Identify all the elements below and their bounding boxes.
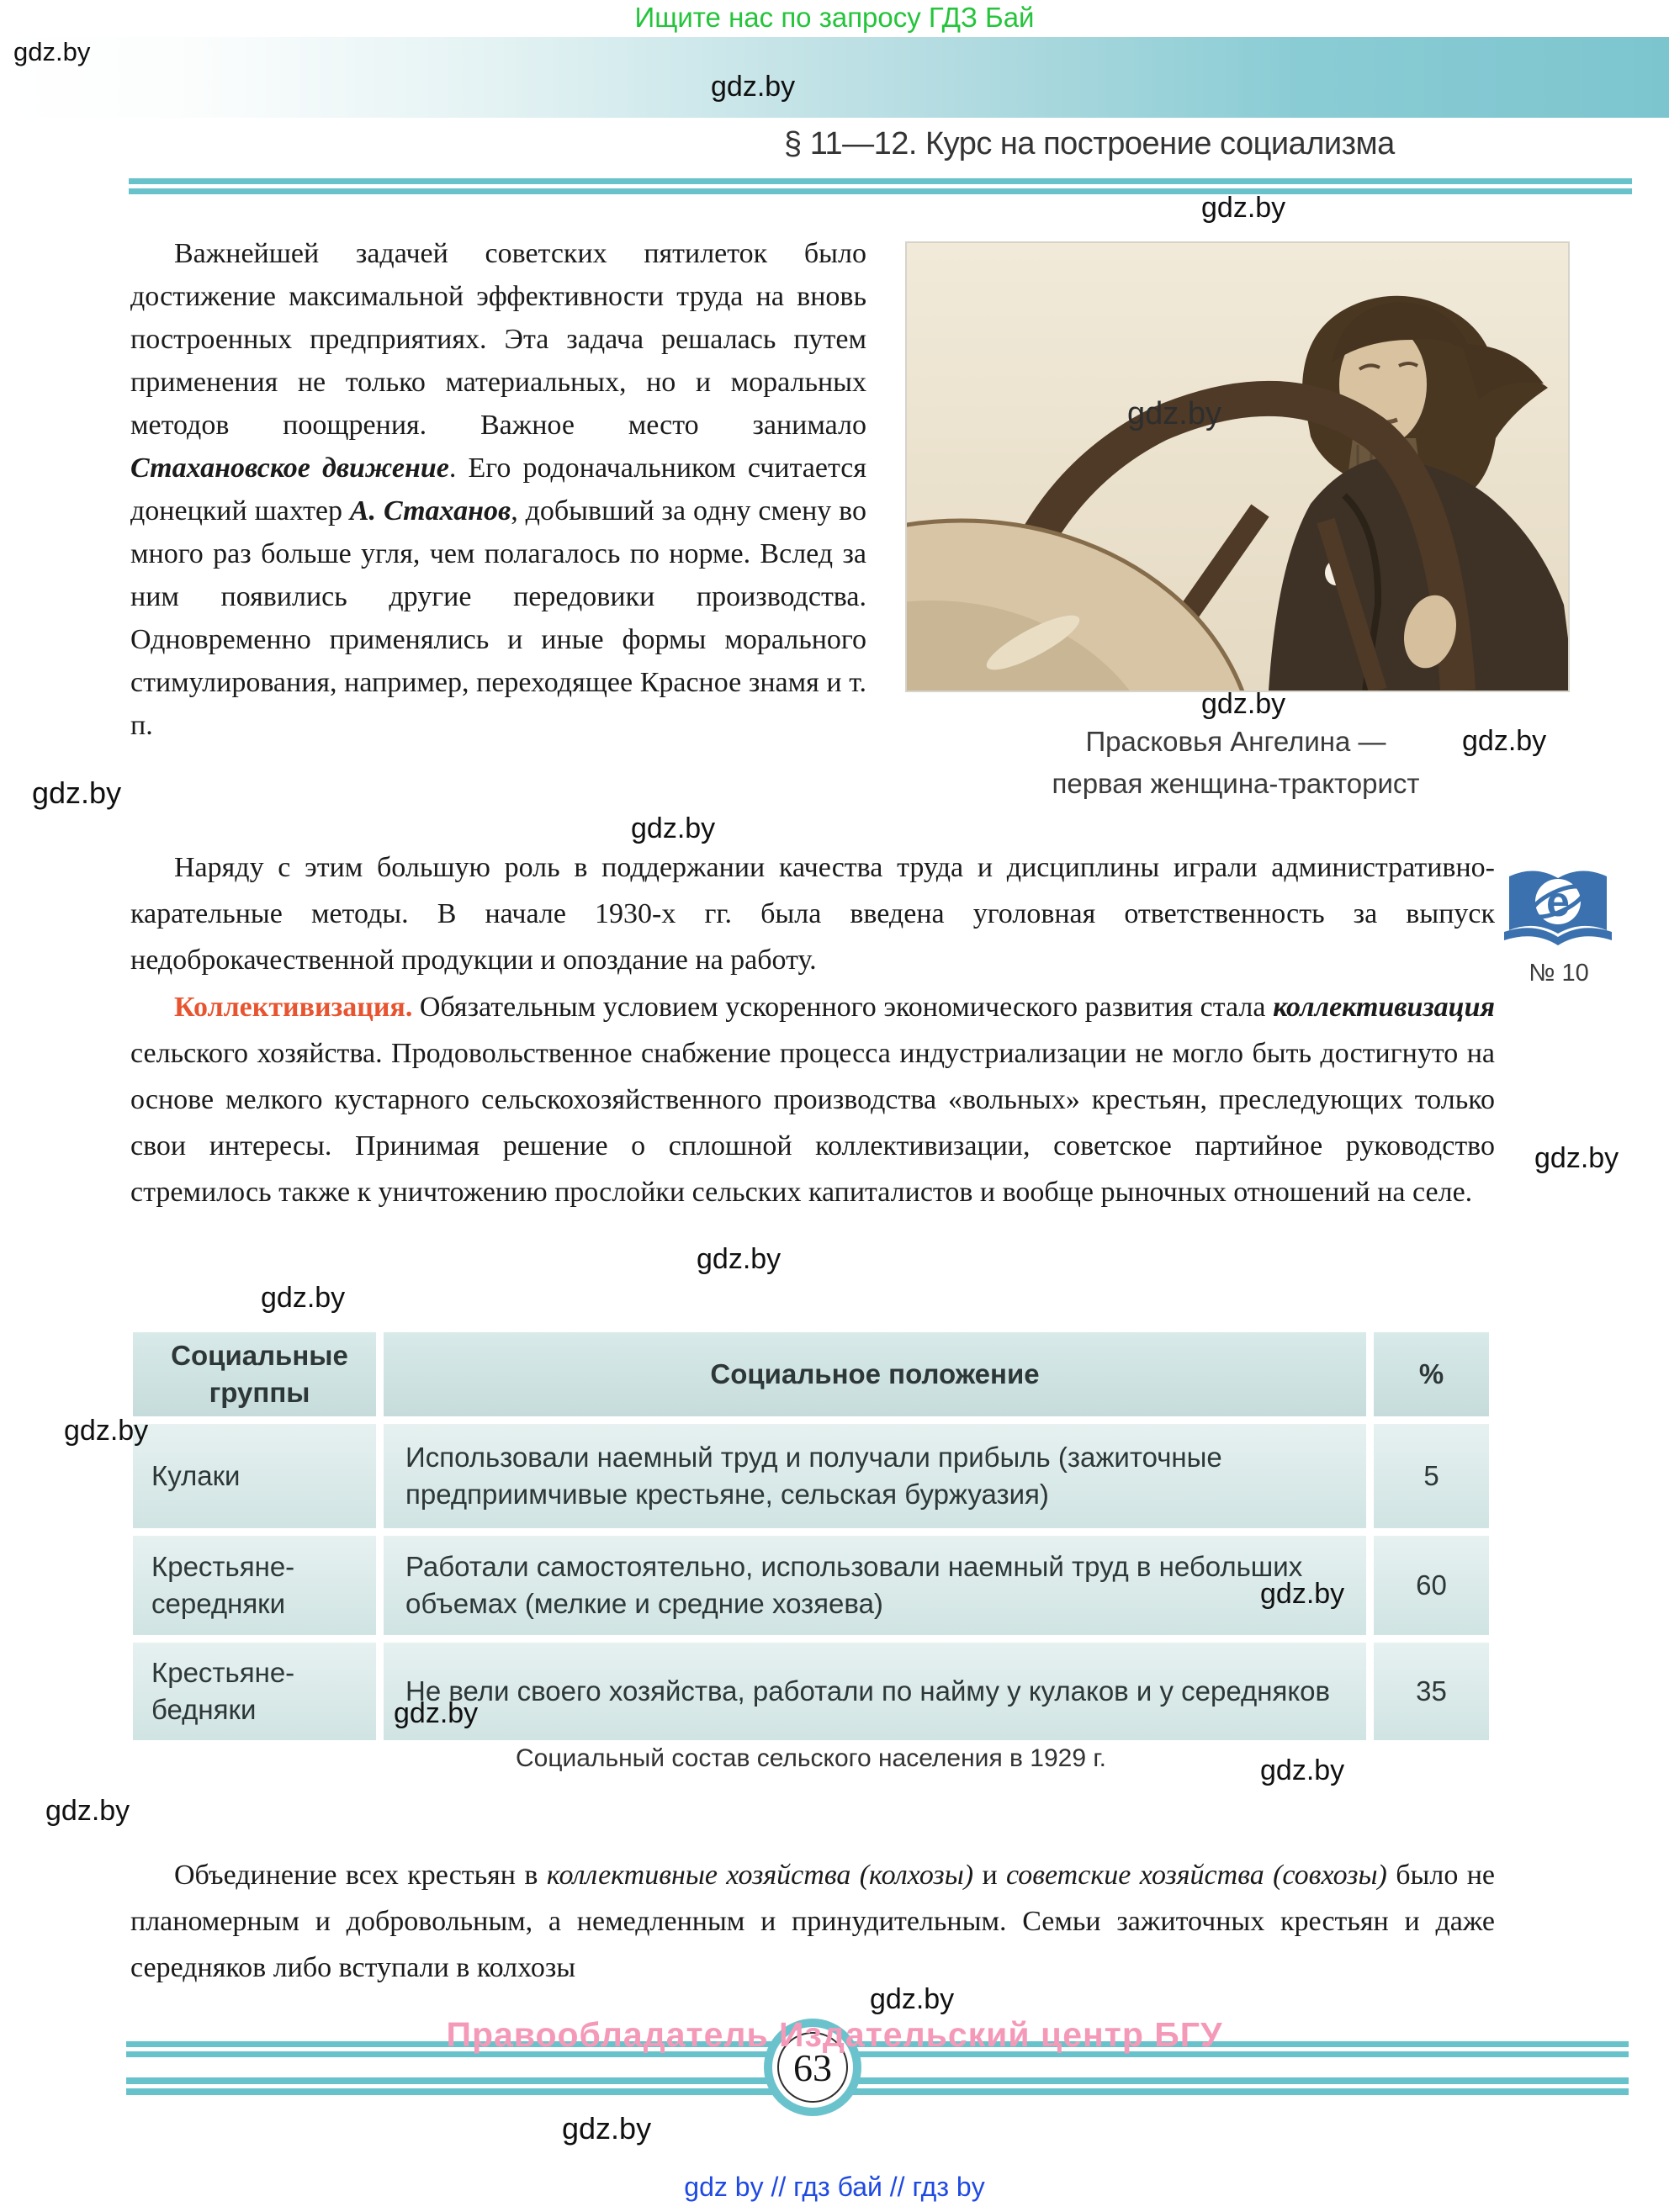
table-cell-percent: 60 bbox=[1374, 1536, 1489, 1635]
paragraph-collectivization bbox=[130, 984, 1495, 1215]
text-run: и bbox=[973, 1860, 1007, 1891]
book-ie-icon bbox=[1502, 865, 1615, 949]
term-stakhanov-movement: Стахановское движение bbox=[130, 452, 449, 484]
gdz-watermark: gdz.by bbox=[1201, 688, 1286, 720]
footer-divider-line bbox=[126, 2088, 1629, 2095]
table-header-groups: Социальные группы bbox=[133, 1332, 376, 1416]
text-run: сельского хозяйства. Продовольственное снабжение процесса индустриализации не могло быть достигнуто на основе мелкого кустарного сельскохозяйственного производства «вольных» крестьян, преследующих только свои интересы. Принимая решение о сплошной коллективизации, советское партийное руководство стремилось также к уничтожению прослойки сельских капиталистов и вообще рыночных отношений на селе. bbox=[130, 1038, 1495, 1208]
photo-caption-line: Прасковья Ангелина — bbox=[1085, 726, 1386, 757]
text-run: , добывший за одну смену во много раз больше угля, чем полагалось по норме. Вслед за ним появились другие передовики производства. Одновременно применялись и иные формы морального стимулирования, например, переходящее Красное знамя и т. п. bbox=[130, 495, 866, 741]
gdz-watermark: gdz.by bbox=[631, 812, 716, 844]
term-stakhanov: А. Стаханов bbox=[349, 495, 511, 527]
table-cell-description: Использовали наемный труд и получали прибыль (зажиточные предприимчивые крестьяне, сельская буржуазия) bbox=[384, 1424, 1366, 1528]
table-cell-description: Не вели своего хозяйства, работали по найму у кулаков и у середняков bbox=[384, 1643, 1366, 1740]
page-title: § 11—12. Курс на построение социализма bbox=[784, 126, 1395, 161]
divider-line bbox=[129, 188, 1632, 194]
footer-divider-line bbox=[126, 2077, 1629, 2084]
table-cell-percent: 5 bbox=[1374, 1424, 1489, 1528]
footer-copyright: Правообладатель Издательский центр БГУ bbox=[446, 2015, 1223, 2054]
table-cell-percent: 35 bbox=[1374, 1643, 1489, 1740]
tractor-photo bbox=[905, 241, 1570, 692]
gdz-watermark: gdz.by bbox=[394, 1697, 479, 1729]
gdz-watermark: gdz.by bbox=[1127, 396, 1221, 431]
table-header-percent: % bbox=[1374, 1332, 1489, 1416]
gdz-watermark: gdz.by bbox=[45, 1795, 130, 1827]
gdz-watermark: gdz.by bbox=[13, 37, 91, 66]
gdz-watermark: gdz.by bbox=[870, 1983, 955, 2015]
gdz-watermark: gdz.by bbox=[32, 775, 122, 810]
text-run: Важнейшей задачей советских пятилеток было достижение максимальной эффективности труда на вновь построенных предприятиях. Эта задача решалась путем применения не только материальных, но и моральных методов поощрения. Важное место занимало bbox=[130, 238, 866, 441]
tractor-photo-illustration bbox=[907, 243, 1568, 691]
table-cell-group: Крестьяне-бедняки bbox=[133, 1643, 376, 1740]
promo-banner: Ищите нас по запросу ГДЗ Бай bbox=[634, 2, 1035, 33]
gdz-watermark: gdz.by bbox=[261, 1282, 346, 1314]
paragraph-kolkhoz-unification bbox=[130, 1852, 1495, 1991]
text-run: . Его родоначальником считается донецкий шахтер bbox=[130, 452, 866, 527]
resource-number: № 10 bbox=[1529, 960, 1589, 987]
gdz-watermark: gdz.by bbox=[1201, 192, 1286, 224]
text-run: Объединение всех крестьян в bbox=[174, 1860, 547, 1891]
divider-line bbox=[129, 178, 1632, 184]
header-band bbox=[0, 37, 1669, 118]
gdz-watermark: gdz.by bbox=[1260, 1578, 1345, 1610]
photo-caption-line: первая женщина-тракторист bbox=[1052, 768, 1420, 799]
gdz-watermark: gdz.by bbox=[697, 1243, 782, 1275]
table-cell-description: Работали самостоятельно, использовали наемный труд в небольших объемах (мелкие и средние хозяева) bbox=[384, 1536, 1366, 1635]
gdz-watermark: gdz.by bbox=[64, 1415, 149, 1447]
table-header-position: Социальное положение bbox=[384, 1332, 1366, 1416]
text-run: было не планомерным и добровольным, а немедленным и принудительным. Семьи зажиточных крестьян и даже середняков либо вступали в колхозы bbox=[130, 1860, 1496, 1983]
paragraph-five-year-plans bbox=[130, 232, 866, 747]
ebook-resource-badge bbox=[1502, 865, 1615, 987]
social-composition-table bbox=[133, 1332, 1489, 1740]
gdz-watermark: gdz.by bbox=[711, 71, 796, 103]
term-kolkhoz: коллективные хозяйства (колхозы) bbox=[546, 1860, 974, 1891]
table-caption: Социальный состав сельского населения в 1929 г. bbox=[516, 1744, 1106, 1772]
term-collectivization: коллективизация bbox=[1273, 992, 1495, 1023]
page-number: 63 bbox=[777, 2032, 848, 2103]
svg-text:e: e bbox=[1546, 878, 1570, 925]
gdz-watermark: gdz.by bbox=[1462, 725, 1547, 757]
gdz-watermark: gdz.by bbox=[1260, 1754, 1345, 1786]
text-run: Обязательным условием ускоренного экономического развития стала bbox=[412, 992, 1274, 1023]
term-sovkhoz: советские хозяйства (совхозы) bbox=[1006, 1860, 1387, 1891]
table-cell-group: Крестьяне-середняки bbox=[133, 1536, 376, 1635]
gdz-watermark: gdz.by bbox=[562, 2111, 652, 2146]
table-cell-group: Кулаки bbox=[133, 1424, 376, 1528]
paragraph-lead-word: Коллективизация. bbox=[174, 992, 413, 1023]
gdz-watermark: gdz.by bbox=[1534, 1142, 1619, 1174]
paragraph-discipline: Наряду с этим большую роль в поддержании качества труда и дисциплины играли административно-карательные методы. В начале 1930-х гг. была введена уголовная ответственность за выпуск недоброкачественной продукции и опоздание на работу. bbox=[130, 852, 1495, 976]
footer-links[interactable]: gdz by // гдз бай // гдз by bbox=[684, 2172, 985, 2202]
